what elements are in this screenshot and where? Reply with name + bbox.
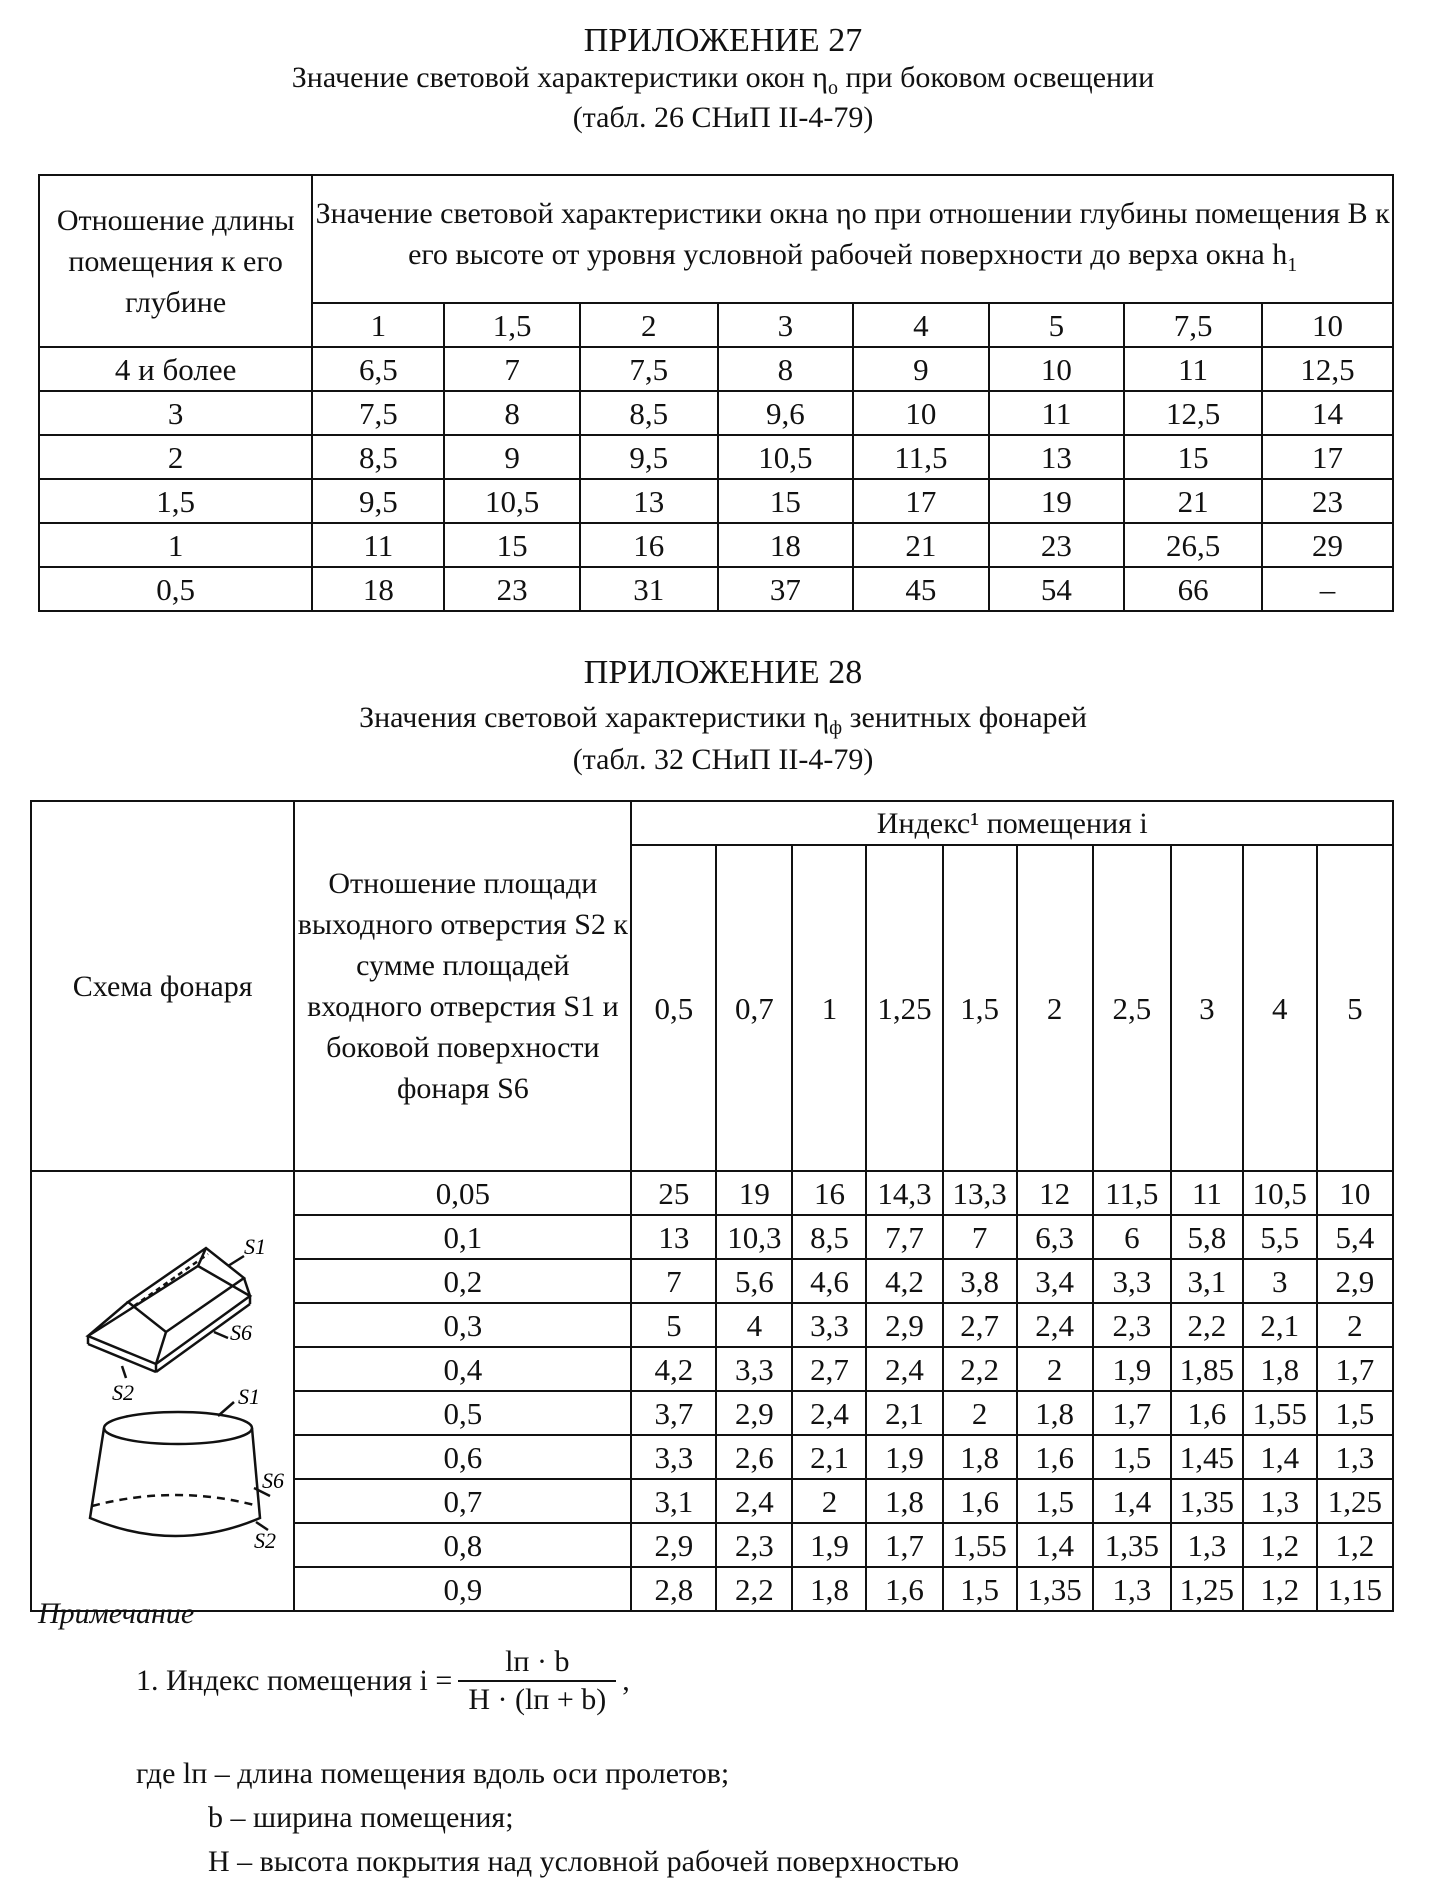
table-cell: 1,9 <box>866 1435 942 1479</box>
table-cell: 37 <box>718 567 854 611</box>
table-cell: 1,5 <box>1017 1479 1093 1523</box>
table-cell: 4 <box>716 1303 792 1347</box>
table-cell: 23 <box>1262 479 1393 523</box>
app28-column-header: 0,5 <box>631 845 716 1171</box>
table-cell: 13 <box>989 435 1125 479</box>
table-row <box>39 347 1393 391</box>
table-cell: 2,8 <box>631 1567 716 1611</box>
note-line2: где lп – длина помещения вдоль оси пролетов; <box>136 1757 730 1790</box>
app28-header-row <box>31 801 1393 845</box>
table-cell: 1,45 <box>1171 1435 1243 1479</box>
table-cell: 7 <box>444 347 580 391</box>
table-cell: 66 <box>1124 567 1262 611</box>
table-cell: 9,5 <box>312 479 444 523</box>
table-cell: 10,3 <box>716 1215 792 1259</box>
table-cell: 2,3 <box>1093 1303 1171 1347</box>
app27-subtitle-pre: Значение световой характеристики окон η <box>291 61 828 94</box>
table-cell: 11,5 <box>1093 1171 1171 1215</box>
app28-title: ПРИЛОЖЕНИЕ 28 <box>583 654 863 691</box>
app27-column-header: 3 <box>718 303 854 347</box>
app27-ref: (табл. 26 СНиП II-4-79) <box>572 101 874 134</box>
table-cell: 3,7 <box>631 1391 716 1435</box>
table-cell: 23 <box>444 567 580 611</box>
table-cell: 2 <box>943 1391 1017 1435</box>
table-cell: 11,5 <box>853 435 989 479</box>
app28-row-label: 0,1 <box>294 1215 631 1259</box>
s1-label: S1 <box>243 1233 266 1259</box>
table-cell: 1,3 <box>1317 1435 1393 1479</box>
table-cell: 1,8 <box>792 1567 866 1611</box>
table-cell: 3,3 <box>792 1303 866 1347</box>
table-cell: 45 <box>853 567 989 611</box>
table-cell: 4,2 <box>631 1347 716 1391</box>
app28-column-header: 1,5 <box>943 845 1017 1171</box>
table-cell: 7 <box>943 1215 1017 1259</box>
table-cell: 1,3 <box>1093 1567 1171 1611</box>
table-cell: 18 <box>718 523 854 567</box>
app28-subtitle-post: зенитных фонарей <box>842 701 1087 734</box>
app28-subtitle-pre: Значения световой характеристики η <box>359 701 830 734</box>
app27-column-header: 1,5 <box>444 303 580 347</box>
table-cell: 8,5 <box>312 435 444 479</box>
table-cell: 3,8 <box>943 1259 1017 1303</box>
app27-title: ПРИЛОЖЕНИЕ 27 <box>583 22 863 59</box>
app28-column-header: 0,7 <box>716 845 792 1171</box>
app27-col-header <box>312 175 1393 303</box>
table-cell: 7,5 <box>580 347 718 391</box>
table-cell: 11 <box>1171 1171 1243 1215</box>
app27-row-label: 3 <box>39 391 312 435</box>
table-cell: 2 <box>1317 1303 1393 1347</box>
app28-column-header: 2,5 <box>1093 845 1171 1171</box>
table-cell: 11 <box>1124 347 1262 391</box>
table-cell: 10 <box>853 391 989 435</box>
table-cell: 54 <box>989 567 1125 611</box>
table-cell: 19 <box>716 1171 792 1215</box>
app28-row-label: 0,7 <box>294 1479 631 1523</box>
table-cell: 25 <box>631 1171 716 1215</box>
app28-column-header: 1 <box>792 845 866 1171</box>
table-cell: 3 <box>1243 1259 1317 1303</box>
app27-header-row <box>39 175 1393 303</box>
table-cell: 2,2 <box>943 1347 1017 1391</box>
app27-subtitle-post: при боковом освещении <box>837 61 1155 94</box>
table-cell: 6,3 <box>1017 1215 1093 1259</box>
table-cell: 12,5 <box>1262 347 1393 391</box>
table-cell: 1,4 <box>1093 1479 1171 1523</box>
app27-row-header: Отношение длины помещения к его глубине <box>39 175 312 347</box>
app27-row-label: 4 и более <box>39 347 312 391</box>
table-cell: 2,4 <box>1017 1303 1093 1347</box>
table-cell: 31 <box>580 567 718 611</box>
table-cell: 1,6 <box>1171 1391 1243 1435</box>
table-cell: 1,7 <box>1317 1347 1393 1391</box>
table-cell: 9 <box>444 435 580 479</box>
s6-label: S6 <box>229 1319 252 1345</box>
table-cell: 8 <box>444 391 580 435</box>
table-cell: 13,3 <box>943 1171 1017 1215</box>
note-line1-end: , <box>622 1664 630 1697</box>
table-cell: 9 <box>853 347 989 391</box>
table-cell: 26,5 <box>1124 523 1262 567</box>
table-cell: 15 <box>718 479 854 523</box>
table-cell: 11 <box>989 391 1125 435</box>
room-index-formula <box>458 1644 616 1718</box>
table-cell: 1,35 <box>1017 1567 1093 1611</box>
table-cell: 2,4 <box>716 1479 792 1523</box>
app27-column-header: 2 <box>580 303 718 347</box>
table-cell: 6 <box>1093 1215 1171 1259</box>
table-cell: 2,6 <box>716 1435 792 1479</box>
table-cell: 12,5 <box>1124 391 1262 435</box>
table-cell: 21 <box>1124 479 1262 523</box>
table-row <box>39 523 1393 567</box>
app28-row-label: 0,8 <box>294 1523 631 1567</box>
table-cell: 8,5 <box>580 391 718 435</box>
table-cell: 1,2 <box>1243 1567 1317 1611</box>
note-line1 <box>136 1644 630 1718</box>
app28-row-label: 0,2 <box>294 1259 631 1303</box>
app28-row-label: 0,05 <box>294 1171 631 1215</box>
note-line3: b – ширина помещения; <box>208 1801 514 1834</box>
s1-label-dome: S1 <box>237 1383 260 1409</box>
app27-row-label: 1,5 <box>39 479 312 523</box>
table-cell: 17 <box>1262 435 1393 479</box>
table-cell: 1,3 <box>1171 1523 1243 1567</box>
app28-column-header: 2 <box>1017 845 1093 1171</box>
table-cell: 3,3 <box>716 1347 792 1391</box>
formula-denominator: H · (lп + b) <box>468 1683 607 1716</box>
table-cell: 14,3 <box>866 1171 942 1215</box>
table-cell: 19 <box>989 479 1125 523</box>
table-cell: 1,6 <box>1017 1435 1093 1479</box>
table-cell: 1,2 <box>1243 1523 1317 1567</box>
table-cell: – <box>1262 567 1393 611</box>
s6-label-dome: S6 <box>261 1467 284 1493</box>
table-cell: 5,4 <box>1317 1215 1393 1259</box>
app28-row-label: 0,6 <box>294 1435 631 1479</box>
table-cell: 8,5 <box>792 1215 866 1259</box>
table-cell: 15 <box>1124 435 1262 479</box>
lantern-diagram <box>48 1188 284 1588</box>
table-cell: 1,55 <box>943 1523 1017 1567</box>
table-cell: 1,35 <box>1093 1523 1171 1567</box>
table-cell: 5,5 <box>1243 1215 1317 1259</box>
table-cell: 5,8 <box>1171 1215 1243 1259</box>
table-cell: 21 <box>853 523 989 567</box>
table-cell: 16 <box>792 1171 866 1215</box>
table-cell: 8 <box>718 347 854 391</box>
table-cell: 1,7 <box>1093 1391 1171 1435</box>
table-cell: 4,2 <box>866 1259 942 1303</box>
table-cell: 16 <box>580 523 718 567</box>
app27-row-label: 2 <box>39 435 312 479</box>
app27-col-header-text: Значение световой характеристики окна ηо при отношении глубины помещения В к его высоте от уровня условной рабочей поверхности до верха окна h <box>315 196 1390 271</box>
table-cell: 15 <box>444 523 580 567</box>
table-cell: 1,25 <box>1171 1567 1243 1611</box>
app28-subtitle <box>0 700 1446 746</box>
table-cell: 10,5 <box>718 435 854 479</box>
app28-row-label: 0,9 <box>294 1567 631 1611</box>
app27-subtitle-sub: о <box>827 77 838 99</box>
table-cell: 12 <box>1017 1171 1093 1215</box>
table-cell: 1,5 <box>943 1567 1017 1611</box>
table-cell: 6,5 <box>312 347 444 391</box>
table-cell: 1,25 <box>1317 1479 1393 1523</box>
table-cell: 5,6 <box>716 1259 792 1303</box>
table-cell: 4,6 <box>792 1259 866 1303</box>
table-row <box>39 435 1393 479</box>
table-cell: 2,9 <box>1317 1259 1393 1303</box>
table-cell: 10 <box>1317 1171 1393 1215</box>
table-cell: 1,85 <box>1171 1347 1243 1391</box>
note-heading: Примечание <box>38 1597 195 1630</box>
table-cell: 1,6 <box>943 1479 1017 1523</box>
prism-lantern-icon <box>88 1248 250 1378</box>
note-line1-text: 1. Индекс помещения i = <box>136 1664 453 1697</box>
table-cell: 7,5 <box>312 391 444 435</box>
table-cell: 3,3 <box>1093 1259 1171 1303</box>
app27-column-header: 10 <box>1262 303 1393 347</box>
table-row <box>31 1171 1393 1215</box>
table-cell: 2,1 <box>1243 1303 1317 1347</box>
table-cell: 2,2 <box>1171 1303 1243 1347</box>
table-cell: 9,5 <box>580 435 718 479</box>
table-cell: 10,5 <box>444 479 580 523</box>
table-cell: 1,8 <box>866 1479 942 1523</box>
dome-lantern-icon <box>90 1402 270 1536</box>
app27-column-header: 1 <box>312 303 444 347</box>
table-cell: 1,15 <box>1317 1567 1393 1611</box>
table-cell: 1,9 <box>792 1523 866 1567</box>
table-cell: 18 <box>312 567 444 611</box>
app28-column-header: 4 <box>1243 845 1317 1171</box>
app27-column-header: 5 <box>989 303 1125 347</box>
table-cell: 2,9 <box>631 1523 716 1567</box>
table-cell: 2,7 <box>943 1303 1017 1347</box>
table-cell: 2,1 <box>792 1435 866 1479</box>
app28-column-header: 1,25 <box>866 845 942 1171</box>
table-cell: 1,5 <box>1317 1391 1393 1435</box>
table-cell: 1,8 <box>1017 1391 1093 1435</box>
table-row <box>39 567 1393 611</box>
table-cell: 2,4 <box>792 1391 866 1435</box>
table-cell: 1,7 <box>866 1523 942 1567</box>
table-cell: 3,3 <box>631 1435 716 1479</box>
table-cell: 2,9 <box>716 1391 792 1435</box>
note-line4: H – высота покрытия над условной рабочей поверхностью <box>208 1845 960 1878</box>
table-cell: 1,55 <box>1243 1391 1317 1435</box>
app27-row-label: 0,5 <box>39 567 312 611</box>
formula-numerator: lп · b <box>458 1644 616 1682</box>
table-cell: 11 <box>312 523 444 567</box>
app27-column-header: 4 <box>853 303 989 347</box>
table-cell: 2,7 <box>792 1347 866 1391</box>
table-cell: 1,5 <box>1093 1435 1171 1479</box>
app28-column-header: 5 <box>1317 845 1393 1171</box>
table-cell: 29 <box>1262 523 1393 567</box>
app28-scheme-header: Схема фонаря <box>31 801 294 1171</box>
table-cell: 1,6 <box>866 1567 942 1611</box>
table-cell: 10,5 <box>1243 1171 1317 1215</box>
table-cell: 1,8 <box>1243 1347 1317 1391</box>
table-cell: 7,7 <box>866 1215 942 1259</box>
app28-ref: (табл. 32 СНиП II-4-79) <box>572 743 874 776</box>
table-cell: 3,1 <box>1171 1259 1243 1303</box>
table-cell: 10 <box>989 347 1125 391</box>
s2-label: S2 <box>111 1379 134 1405</box>
table-cell: 7 <box>631 1259 716 1303</box>
table-cell: 2,1 <box>866 1391 942 1435</box>
table-cell: 13 <box>631 1215 716 1259</box>
table-cell: 2 <box>792 1479 866 1523</box>
app28-index-header: Индекс¹ помещения i <box>631 801 1393 845</box>
app28-row-label: 0,3 <box>294 1303 631 1347</box>
table-row <box>39 391 1393 435</box>
app28-column-header: 3 <box>1171 845 1243 1171</box>
table-cell: 9,6 <box>718 391 854 435</box>
app27-col-header-sub: 1 <box>1287 253 1298 276</box>
table-cell: 3,1 <box>631 1479 716 1523</box>
table-cell: 2,9 <box>866 1303 942 1347</box>
table-cell: 13 <box>580 479 718 523</box>
table-cell: 1,9 <box>1093 1347 1171 1391</box>
table-cell: 23 <box>989 523 1125 567</box>
app27-table <box>38 174 1394 612</box>
table-cell: 1,3 <box>1243 1479 1317 1523</box>
app28-subtitle-sub: ф <box>829 717 843 739</box>
app28-table <box>30 800 1394 1612</box>
app27-row-label: 1 <box>39 523 312 567</box>
table-cell: 2 <box>1017 1347 1093 1391</box>
table-cell: 1,4 <box>1017 1523 1093 1567</box>
table-cell: 2,4 <box>866 1347 942 1391</box>
table-cell: 2,3 <box>716 1523 792 1567</box>
table-cell: 2,2 <box>716 1567 792 1611</box>
table-cell: 1,8 <box>943 1435 1017 1479</box>
s2-label-dome: S2 <box>253 1527 276 1553</box>
table-cell: 5 <box>631 1303 716 1347</box>
table-row <box>39 479 1393 523</box>
lantern-diagram-cell <box>31 1171 294 1611</box>
table-cell: 1,2 <box>1317 1523 1393 1567</box>
table-cell: 1,4 <box>1243 1435 1317 1479</box>
app27-column-header: 7,5 <box>1124 303 1262 347</box>
table-cell: 3,4 <box>1017 1259 1093 1303</box>
table-cell: 17 <box>853 479 989 523</box>
table-cell: 1,35 <box>1171 1479 1243 1523</box>
app28-row-label: 0,5 <box>294 1391 631 1435</box>
app28-row-label: 0,4 <box>294 1347 631 1391</box>
app28-ratio-header: Отношение площади выходного отверстия S2 к сумме площадей входного отверстия S1 и боковой поверхности фонаря S6 <box>294 801 631 1171</box>
table-cell: 14 <box>1262 391 1393 435</box>
